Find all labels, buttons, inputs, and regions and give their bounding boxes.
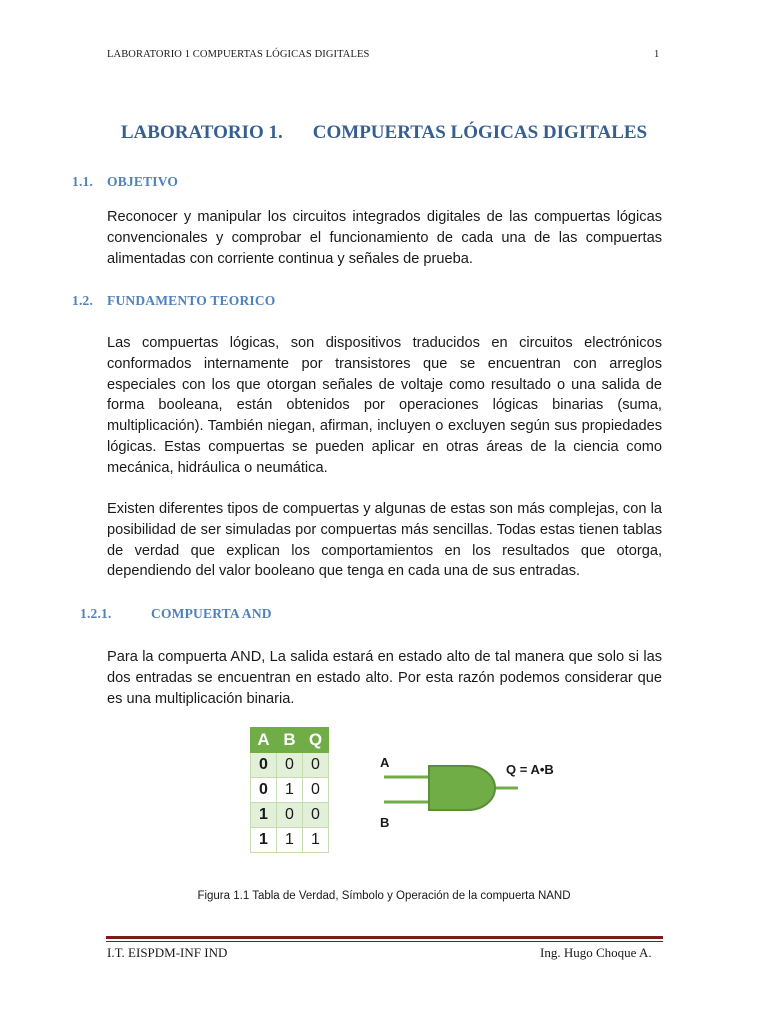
title-text: COMPUERTAS LÓGICAS DIGITALES [312, 122, 648, 143]
table-cell: 0 [251, 778, 277, 803]
title-number: LABORATORIO 1. [120, 122, 283, 143]
column-header-q: Q [303, 728, 329, 753]
section-number: 1.1. [72, 174, 94, 189]
table-cell: 0 [303, 803, 329, 828]
table-row [251, 778, 329, 803]
paragraph-and: Para la compuerta AND, La salida estará en estado alto de tal manera que solo si las dos entradas se encuentran en estado alto. Por esta razón podemos considerar que es una multiplicación binaria. [107, 649, 662, 707]
table-cell: 1 [251, 803, 277, 828]
footer-divider-thick [106, 936, 663, 939]
paragraph-fundamento-2: Existen diferentes tipos de compuertas y algunas de estas son más complejas, con la posibilidad de ser simuladas por compuertas más sencillas. Todas estas tienen tablas de verdad que explican los comportamientos en los resultados que otorga, dependiendo del valor booleano que tenga en cada una de sus entradas. [107, 501, 662, 580]
table-cell: 1 [277, 778, 303, 803]
paragraph-objetivo: Reconocer y manipular los circuitos integrados digitales de las compuertas lógicas convencionales y comprobar el funcionamiento de cada una de las compuertas alimentadas con corriente continua y señales de prueba. [107, 209, 662, 267]
section-number: 1.2. [72, 293, 94, 308]
gate-input-a-label: A [380, 755, 390, 770]
footer-institution: I.T. EISPDM-INF IND [107, 945, 228, 960]
gate-input-b-label: B [380, 815, 390, 830]
footer-author: Ing. Hugo Choque A. [540, 945, 652, 960]
gate-output-label: Q = A•B [506, 762, 554, 777]
footer-divider-thin [106, 941, 663, 942]
table-row [251, 828, 329, 853]
section-title: FUNDAMENTO TEORICO [107, 293, 276, 308]
running-header: LABORATORIO 1 COMPUERTAS LÓGICAS DIGITALES [107, 49, 370, 60]
section-heading-objetivo [72, 174, 178, 190]
section-title: OBJETIVO [107, 174, 179, 189]
paragraph-fundamento-1: Las compuertas lógicas, son dispositivos traducidos en circuitos electrónicos conformados internamente por transistores que se encuentran con arreglos especiales con los que otorgan señales de voltaje como resultado o una salida de forma booleana, están obtenidos por operaciones lógicas binarias (suma, multiplicación). También niegan, afirman, incluyen o excluyen según sus propiedades lógicas. Estas compuertas se pueden aplicar en otras áreas de la ciencia como mecánica, hidráulica o neumática. [107, 335, 662, 476]
section-number: 1.2.1. [80, 606, 112, 621]
truth-table [250, 727, 329, 853]
table-cell: 1 [277, 828, 303, 853]
table-row [251, 753, 329, 778]
column-header-b: B [277, 728, 303, 753]
figure-caption: Figura 1.1 Tabla de Verdad, Símbolo y Operación de la compuerta NAND [197, 890, 571, 902]
table-cell: 0 [277, 803, 303, 828]
and-gate-symbol [372, 750, 572, 840]
page-number: 1 [654, 49, 660, 60]
table-cell: 0 [303, 753, 329, 778]
table-cell: 0 [251, 753, 277, 778]
column-header-a: A [251, 728, 277, 753]
table-cell: 1 [251, 828, 277, 853]
truth-table-header-row [251, 728, 329, 753]
section-heading-and [80, 606, 272, 622]
and-gate-body [429, 766, 495, 810]
table-cell: 0 [303, 778, 329, 803]
section-heading-fundamento [72, 293, 276, 309]
table-row [251, 803, 329, 828]
table-cell: 0 [277, 753, 303, 778]
document-title [0, 122, 768, 144]
section-title: COMPUERTA AND [151, 606, 272, 621]
table-cell: 1 [303, 828, 329, 853]
